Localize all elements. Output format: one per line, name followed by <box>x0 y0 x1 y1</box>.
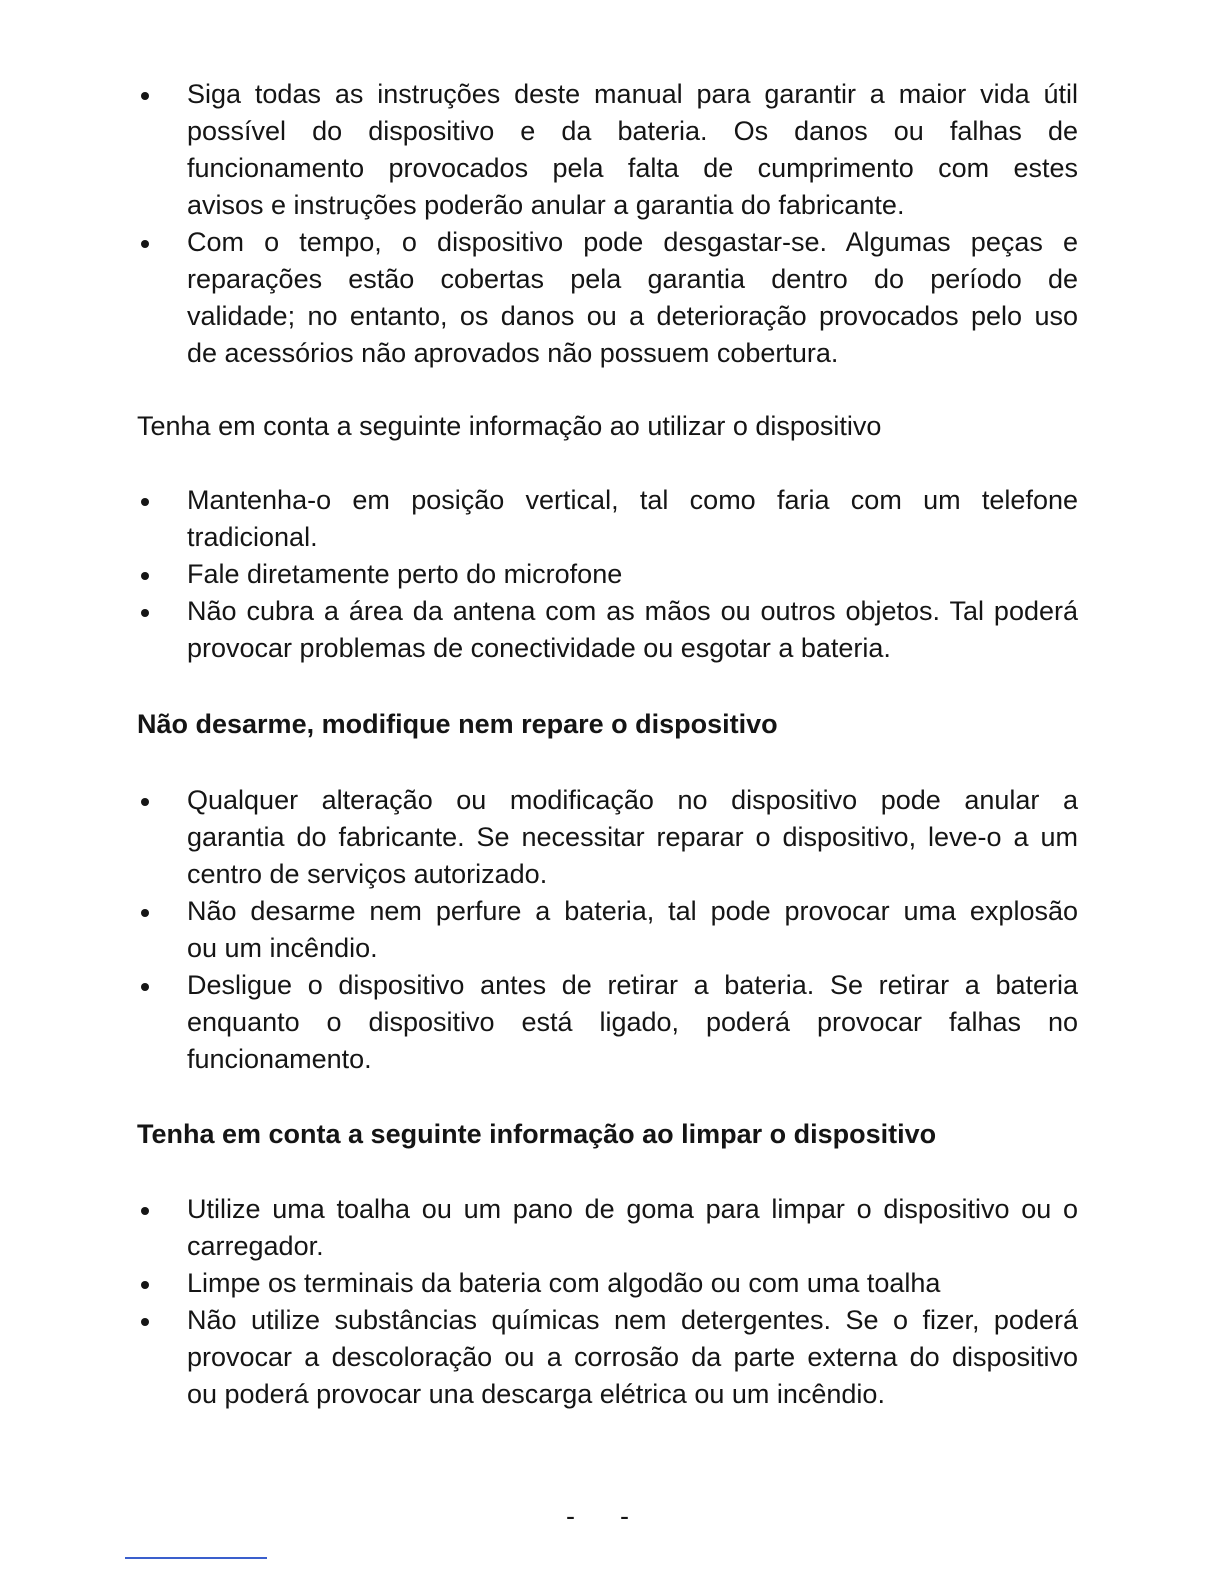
bullet-item <box>137 893 1078 967</box>
bullet-list-cleaning <box>137 1191 1078 1413</box>
bullet-dot <box>141 909 149 917</box>
bullet-line: garantia do fabricante. Se necessitar reparar o dispositivo, leve-o a um <box>187 822 1078 852</box>
bullet-dot <box>141 983 149 991</box>
bullet-line: provocar a descoloração ou a corrosão da parte externa do dispositivo <box>187 1342 1078 1372</box>
bullet-line: enquanto o dispositivo está ligado, poderá provocar falhas no <box>187 1007 1078 1037</box>
bullet-line: Não desarme nem perfure a bateria, tal pode provocar uma explosão <box>187 896 1078 926</box>
bullet-line: tradicional. <box>187 522 318 552</box>
bullet-line: Não cubra a área da antena com as mãos ou outros objetos. Tal poderá <box>187 596 1078 626</box>
bullet-item <box>137 482 1078 556</box>
bullet-dot <box>141 92 149 100</box>
bullet-item <box>137 76 1078 224</box>
bullet-item <box>137 556 1078 593</box>
bullet-line: Siga todas as instruções deste manual para garantir a maior vida útil <box>187 79 1078 109</box>
bullet-line: de acessórios não aprovados não possuem cobertura. <box>187 338 839 368</box>
bullet-line: Com o tempo, o dispositivo pode desgastar-se. Algumas peças e <box>187 227 1078 257</box>
bullet-line: ou um incêndio. <box>187 933 378 963</box>
bullet-dot <box>141 798 149 806</box>
page-number-dash-left: - <box>566 1501 575 1531</box>
bullet-line: Qualquer alteração ou modificação no dispositivo pode anular a <box>187 785 1078 815</box>
bullet-line: reparações estão cobertas pela garantia dentro do período de <box>187 264 1078 294</box>
bullet-list-warranty <box>137 76 1078 372</box>
bullet-dot <box>141 240 149 248</box>
bullet-item <box>137 967 1078 1078</box>
bullet-item <box>137 782 1078 893</box>
bullet-line: centro de serviços autorizado. <box>187 859 548 889</box>
bullet-item <box>137 593 1078 667</box>
bullet-line: funcionamento. <box>187 1044 372 1074</box>
intro-paragraph: Tenha em conta a seguinte informação ao utilizar o dispositivo <box>137 411 882 441</box>
bullet-item <box>137 224 1078 372</box>
bullet-list-usage <box>137 482 1078 667</box>
bullet-dot <box>141 609 149 617</box>
bullet-dot <box>141 1281 149 1289</box>
bullet-line: carregador. <box>187 1231 324 1261</box>
bullet-item <box>137 1265 1078 1302</box>
section-heading: Tenha em conta a seguinte informação ao limpar o dispositivo <box>137 1119 937 1149</box>
bullet-item <box>137 1302 1078 1413</box>
section-heading: Não desarme, modifique nem repare o dispositivo <box>137 709 778 739</box>
bullet-dot <box>141 1318 149 1326</box>
bullet-line: Mantenha-o em posição vertical, tal como faria com um telefone <box>187 485 1078 515</box>
bullet-dot <box>141 498 149 506</box>
bullet-line: provocar problemas de conectividade ou esgotar a bateria. <box>187 633 891 663</box>
bullet-line: Fale diretamente perto do microfone <box>187 559 623 589</box>
bullet-list-repair <box>137 782 1078 1078</box>
bullet-line: validade; no entanto, os danos ou a deterioração provocados pelo uso <box>187 301 1078 331</box>
bullet-line: possível do dispositivo e da bateria. Os danos ou falhas de <box>187 116 1078 146</box>
bullet-dot <box>141 572 149 580</box>
bullet-dot <box>141 1207 149 1215</box>
bullet-item <box>137 1191 1078 1265</box>
bullet-line: ou poderá provocar una descarga elétrica ou um incêndio. <box>187 1379 885 1409</box>
bullet-line: Utilize uma toalha ou um pano de goma para limpar o dispositivo ou o <box>187 1194 1078 1224</box>
bullet-line: Limpe os terminais da bateria com algodão ou com uma toalha <box>187 1268 941 1298</box>
page-number-dash-right: - <box>620 1501 629 1531</box>
bullet-line: Não utilize substâncias químicas nem detergentes. Se o fizer, poderá <box>187 1305 1078 1335</box>
bullet-line: Desligue o dispositivo antes de retirar a bateria. Se retirar a bateria <box>187 970 1078 1000</box>
footer-rule <box>125 1557 267 1559</box>
bullet-line: avisos e instruções poderão anular a garantia do fabricante. <box>187 190 905 220</box>
bullet-line: funcionamento provocados pela falta de cumprimento com estes <box>187 153 1078 183</box>
